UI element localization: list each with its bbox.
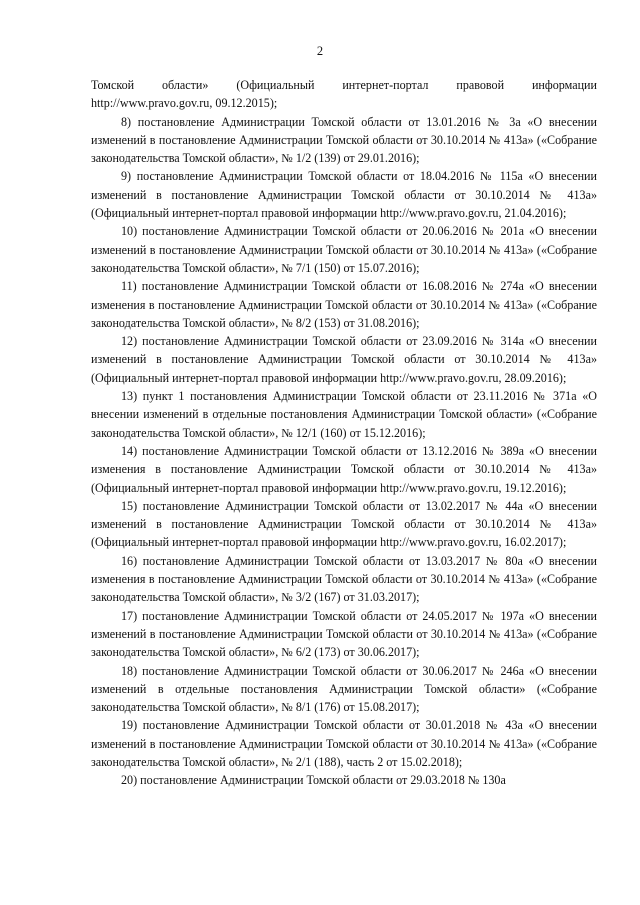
list-item-20: 20) постановление Администрации Томской области от 29.03.2018 № 130а — [121, 773, 506, 788]
list-item-17: 17) постановление Администрации Томской области от 24.05.2017 № 197а «О внесении изменений в постановление Администрации Томской области от 30.10.2014 № 413а» («Собрание законодательства Томской области», № 6/2 (173) от 30.06.2017); — [91, 608, 597, 660]
page-number: 2 — [316, 44, 324, 58]
list-item-8: 8) постановление Администрации Томской области от 13.01.2016 № 3а «О внесении изменений в постановление Администрации Томской области от 30.10.2014 № 413а» («Собрание законодательства Томской области», № 1/2 (139) от 29.01.2016); — [91, 114, 597, 166]
list-item-9: 9) постановление Администрации Томской области от 18.04.2016 № 115а «О внесении изменений в постановление Администрации Томской области от 30.10.2014 № 413а» (Официальный интернет-портал правовой информации http://www.pravo.gov.ru, 21.04.2016); — [91, 169, 597, 221]
list-item-10: 10) постановление Администрации Томской области от 20.06.2016 № 201а «О внесении изменений в постановление Администрации Томской области от 30.10.2014 № 413а» («Собрание законодательства Томской области», № 7/1 (150) от 15.07.2016); — [91, 224, 597, 275]
list-item-18: 18) постановление Администрации Томской области от 30.06.2017 № 246а «О внесении изменений в отдельные постановления Администрации Томской области» («Собрание законодательства Томской области», № 8/1 (176) от 15.08.2017); — [91, 663, 597, 715]
list-item-16: 16) постановление Администрации Томской области от 13.03.2017 № 80а «О внесении изменения в постановление Администрации Томской области от 30.10.2014 № 413а» («Собрание законодательства Томской области», № 3/2 (167) от 31.03.2017); — [91, 553, 597, 605]
list-item-12: 12) постановление Администрации Томской области от 23.09.2016 № 314а «О внесении изменений в постановление Администрации Томской области от 30.10.2014 № 413а» (Официальный интернет-портал правовой информации http://www.pravo.gov.ru, 28.09.2016); — [91, 334, 597, 385]
list-item-14: 14) постановление Администрации Томской области от 13.12.2016 № 389а «О внесении изменения в постановление Администрации Томской области от 30.10.2014 № 413а» (Официальный интернет-портал правовой информации http://www.pravo.gov.ru, 19.12.2016); — [91, 443, 597, 495]
list-item-11: 11) постановление Администрации Томской области от 16.08.2016 № 274а «О внесении изменения в постановление Администрации Томской области от 30.10.2014 № 413а» («Собрание законодательства Томской области», № 8/2 (153) от 31.08.2016); — [91, 279, 597, 330]
document-body — [91, 76, 597, 790]
list-item-15: 15) постановление Администрации Томской области от 13.02.2017 № 44а «О внесении изменений в постановление Администрации Томской области от 30.10.2014 № 413а» (Официальный интернет-портал правовой информации http://www.pravo.gov.ru, 16.02.2017); — [91, 498, 597, 550]
paragraph-continuation: Томской области» (Официальный интернет-портал правовой информации http://www.pravo.gov.ru, 09.12.2015); — [91, 78, 597, 111]
list-item-13: 13) пункт 1 постановления Администрации Томской области от 23.11.2016 № 371а «О внесении изменений в отдельные постановления Администрации Томской области» («Собрание законодательства Томской области», № 12/1 (160) от 15.12.2016); — [91, 389, 597, 440]
list-item-19: 19) постановление Администрации Томской области от 30.01.2018 № 43а «О внесении изменений в постановление Администрации Томской области от 30.10.2014 № 413а» («Собрание законодательства Томской области», № 2/1 (188), часть 2 от 15.02.2018); — [91, 718, 597, 769]
